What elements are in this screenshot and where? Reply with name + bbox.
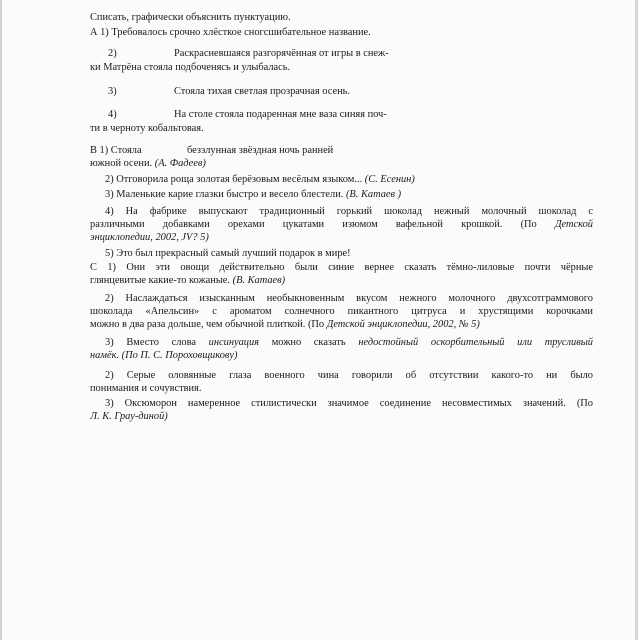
section-b-item-1-start: В 1) Стояла	[90, 145, 142, 156]
section-a-item-3-text: Стояла тихая светлая прозрачная осень.	[174, 86, 350, 97]
section-b-item-1-line-1	[90, 145, 595, 157]
section-b-item-3-author: (В. Катаев )	[345, 189, 402, 200]
section-c-item-1-author: (В. Катаев)	[232, 275, 286, 286]
section-c-item-1-line-1: С 1) Они эти овощи действительно были синие вернее сказать тёмно-лиловые почти чёрные	[90, 262, 593, 273]
section-d-item-2-line-1: 2) Серые оловянные глаза военного чина говорили об отсутствии какого-то ни было	[105, 370, 593, 381]
section-b-item-1-line-2	[90, 158, 595, 170]
section-a-item-3	[90, 86, 595, 98]
section-d-item-3-line-2: Л. К. Грау-диной)	[90, 411, 168, 422]
section-c-item-2-source: Детской энциклопедии, 2002, № 5)	[326, 319, 480, 330]
section-d-item-2-line-2: понимания и сочувствия.	[90, 383, 202, 394]
section-b-item-4-line-2-text: различными добавками орехами цукатами изюмом вафельной крошкой. (По	[90, 219, 537, 230]
section-c-item-3-line-1	[105, 337, 593, 349]
section-c-item-2-line-1: 2) Наслаждаться изысканным необыкновенным вкусом нежного молочного двухсотграммового	[105, 293, 593, 304]
section-b-item-5: 5) Это был прекрасный самый лучший подарок в мире!	[105, 248, 351, 259]
section-a-item-2-line-1	[90, 48, 595, 60]
section-c-item-1-line-2	[90, 275, 595, 287]
section-a-item-4-text: На столе стояла подаренная мне ваза синяя поч-	[174, 109, 387, 120]
section-a-item-4-line-1	[90, 109, 595, 121]
section-c-item-3-author: (По П. С. Пороховщикову)	[121, 350, 238, 361]
section-b-item-1-rest: беззлунная звёздная ночь ранней	[187, 145, 334, 156]
section-c-item-3-start: 3) Вместо слова	[105, 337, 196, 348]
section-b-item-4-source: Детской	[554, 219, 593, 230]
section-c-item-3-word-namek: намёк.	[90, 350, 120, 361]
section-b-item-2-author: (С. Есенин)	[364, 174, 415, 185]
section-a-item-2-text: Раскрасневшаяся разгорячённая от игры в снеж-	[174, 48, 389, 59]
section-b-item-2-text: 2) Отговорила роща золотая берёзовым весёлым языком...	[105, 174, 363, 185]
section-b-item-1-author: (А. Фадеев)	[154, 158, 206, 169]
section-b-item-4-line-2	[90, 219, 593, 231]
section-c-item-1-text: глянцевитые какие-то кожаные.	[90, 275, 231, 286]
section-c-item-3-mid: можно сказать	[271, 337, 346, 348]
section-b-item-1-end: южной осени.	[90, 158, 153, 169]
section-b-item-3-text: 3) Маленькие карие глазки быстро и весело блестели.	[105, 189, 344, 200]
section-b-item-3	[90, 189, 610, 201]
section-d-item-3-line-1: 3) Оксюморон намеренное стилистически значимое соединение несовместимых значений. (По	[105, 398, 593, 409]
section-a-item-2-line-2: ки Матрёна стояла подбоченясь и улыбалась.	[90, 62, 291, 73]
task-heading: Списать, графически объяснить пунктуацию.	[90, 12, 291, 23]
page-edge-left	[0, 0, 2, 640]
section-b-item-4-line-3: энциклопедии, 2002, JV? 5)	[90, 232, 209, 243]
section-a-item-4-number: 4)	[108, 109, 117, 120]
section-a-item-1: А 1) Требовалось срочно хлёсткое сногсшибательное название.	[90, 27, 371, 38]
section-a-item-3-number: 3)	[108, 86, 117, 97]
section-c-item-3-line-2	[90, 350, 595, 362]
section-c-item-2-line-3-text: можно в два раза дольше, чем обычной плиткой. (По	[90, 319, 325, 330]
section-c-item-2-line-2: шоколада «Апельсин» с ароматом солнечного пикантного цитруса и хрустящими корочками	[90, 306, 593, 317]
section-c-item-3-end: недостойный оскорбительный или трусливый	[358, 337, 593, 348]
section-c-item-2-line-3	[90, 319, 595, 331]
section-c-item-3-word: инсинуация	[208, 337, 259, 348]
section-b-item-4-line-1: 4) На фабрике выпускают традиционный горький шоколад нежный молочный шоколад с	[105, 206, 593, 217]
section-a-item-4-line-2: ти в черноту кобальтовая.	[90, 123, 204, 134]
section-a-item-2-number: 2)	[108, 48, 117, 59]
section-b-item-2	[90, 174, 610, 186]
